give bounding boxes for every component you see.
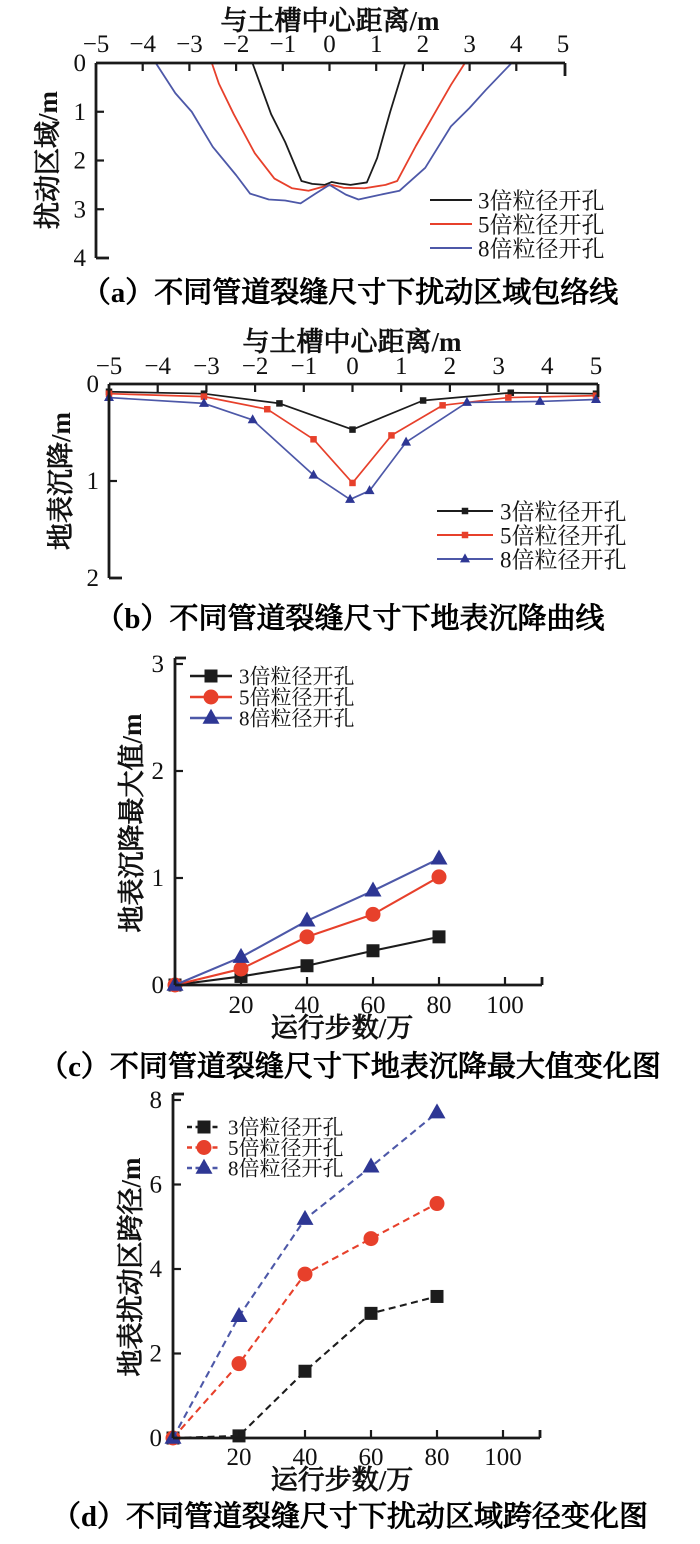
chart-d-y-tick-label: 6 <box>149 1171 162 1199</box>
chart-d-marker-circle <box>364 1231 379 1246</box>
chart-a-x-tick-label: 0 <box>323 31 336 58</box>
chart-b-marker-triangle <box>199 398 209 407</box>
chart-d-marker-triangle <box>297 1210 314 1225</box>
chart-c-y-tick-label: 0 <box>151 972 164 999</box>
chart-b-marker-square <box>276 400 283 407</box>
chart-a-x-tick-label: 4 <box>510 31 523 58</box>
chart-c-x-tick-label: 60 <box>360 992 386 1019</box>
chart-c-legend-label: 3倍粒径开孔 <box>239 664 355 689</box>
chart-b-legend-label: 5倍粒径开孔 <box>500 523 627 549</box>
chart-b-marker-square <box>349 480 356 487</box>
chart-c-legend-label: 5倍粒径开孔 <box>239 685 355 710</box>
caption-d: （d）不同管道裂缝尺寸下扰动区域跨径变化图 <box>51 1501 649 1533</box>
chart-d-x-axis-title: 运行步数/万 <box>270 1465 414 1495</box>
chart-d-marker-square <box>198 1121 211 1134</box>
chart-a-x-tick-label: −3 <box>176 31 203 58</box>
chart-a-x-axis-title: 与土槽中心距离/m <box>220 6 440 36</box>
chart-d-legend-label: 3倍粒径开孔 <box>228 1115 344 1140</box>
chart-a-y-tick-label: 0 <box>73 50 86 77</box>
chart-b-x-tick-label: 1 <box>394 353 408 380</box>
chart-a-x-tick-label: −4 <box>129 31 157 58</box>
chart-d-marker-square <box>365 1307 378 1320</box>
chart-a-y-tick-label: 2 <box>73 147 86 175</box>
chart-a-y-tick-label: 3 <box>73 196 86 224</box>
chart-d-y-axis-title: 地表扰动区跨径/m <box>116 1157 146 1377</box>
caption-c: （c）不同管道裂缝尺寸下地表沉降最大值变化图 <box>39 1051 661 1083</box>
chart-c-y-tick-label: 3 <box>151 651 164 678</box>
chart-b-x-tick-label: 5 <box>589 353 603 380</box>
chart-c-x-tick-label: 20 <box>228 992 254 1019</box>
chart-d-marker-triangle <box>363 1157 380 1172</box>
chart-a-x-tick-label: −5 <box>82 31 110 58</box>
chart-b-x-tick-label: −5 <box>95 353 123 380</box>
chart-c-marker-square <box>367 944 380 957</box>
chart-d-x-tick-label: 40 <box>292 1444 318 1471</box>
chart-d-marker-square <box>299 1365 312 1378</box>
chart-a-y-axis-title: 扰动区域/m <box>33 91 63 229</box>
chart-a-y-tick-label: 4 <box>73 245 86 272</box>
chart-b-marker-triangle <box>460 553 470 562</box>
chart-c-x-tick-label: 80 <box>426 992 452 1019</box>
chart-d-legend-label: 8倍粒径开孔 <box>228 1156 344 1181</box>
chart-d-x-tick-label: 100 <box>484 1444 522 1471</box>
chart-a-series-line-0 <box>252 63 405 185</box>
chart-c-x-tick-label: 100 <box>486 992 524 1019</box>
chart-a-series-line-1 <box>212 63 465 191</box>
chart-d-marker-triangle <box>196 1159 213 1174</box>
chart-d-marker-square <box>431 1290 444 1303</box>
chart-b-x-tick-label: 3 <box>492 353 505 380</box>
chart-d-marker-triangle <box>231 1307 248 1322</box>
chart-d-y-tick-label: 8 <box>149 1087 162 1114</box>
chart-c-y-tick-label: 1 <box>151 865 164 892</box>
chart-d-x-tick-label: 60 <box>358 1444 384 1471</box>
chart-b-marker-triangle <box>401 437 411 446</box>
chart-a-x-tick-label: 2 <box>416 31 430 58</box>
chart-c-legend-label: 8倍粒径开孔 <box>239 706 355 731</box>
chart-b-marker-square <box>388 432 395 439</box>
chart-b-series-line-1 <box>109 394 596 483</box>
chart-a-x-tick-label: −2 <box>222 31 250 58</box>
chart-d-series-line-1 <box>173 1204 437 1438</box>
chart-a-x-tick-label: 3 <box>463 31 476 58</box>
chart-c-marker-triangle <box>431 849 448 864</box>
chart-c-marker-circle <box>366 907 381 922</box>
chart-b-marker-square <box>439 402 446 409</box>
chart-c-marker-circle <box>300 929 315 944</box>
chart-b-x-tick-label: 2 <box>443 353 457 380</box>
chart-b-marker-square <box>462 532 469 539</box>
chart-d-y-tick-label: 0 <box>149 1425 162 1452</box>
chart-b-marker-square <box>310 436 317 443</box>
chart-b-x-tick-label: −2 <box>241 353 269 380</box>
chart-c-marker-triangle <box>233 948 250 963</box>
chart-c-x-axis-title: 运行步数/万 <box>270 1013 414 1043</box>
chart-b-x-tick-label: 0 <box>346 353 359 380</box>
chart-c-marker-circle <box>234 961 249 976</box>
chart-b-legend-label: 8倍粒径开孔 <box>500 547 627 573</box>
chart-b-marker-square <box>349 426 356 433</box>
chart-b-legend-label: 3倍粒径开孔 <box>500 499 627 525</box>
chart-b-y-axis-title: 地表沉降/m <box>46 412 76 550</box>
chart-c-marker-square <box>301 959 314 972</box>
chart-c-x-tick-label: 40 <box>294 992 320 1019</box>
chart-c-marker-square <box>433 930 446 943</box>
chart-a-y-tick-label: 1 <box>73 98 86 126</box>
chart-d-marker-circle <box>430 1196 445 1211</box>
caption-a: （a）不同管道裂缝尺寸下扰动区域包络线 <box>81 277 619 309</box>
chart-a-x-tick-label: 1 <box>369 31 383 58</box>
chart-a-legend-label: 3倍粒径开孔 <box>478 188 605 214</box>
chart-b-marker-square <box>505 394 512 401</box>
chart-b-x-axis-title: 与土槽中心距离/m <box>242 327 462 357</box>
chart-d-marker-triangle <box>429 1103 446 1118</box>
chart-c-y-tick-label: 2 <box>151 758 164 785</box>
chart-c-marker-triangle <box>203 709 220 724</box>
chart-b-y-tick-label: 1 <box>86 468 99 495</box>
caption-b: （b）不同管道裂缝尺寸下地表沉降曲线 <box>95 603 605 635</box>
chart-b-x-tick-label: −3 <box>193 353 220 380</box>
chart-d-marker-circle <box>197 1140 212 1155</box>
chart-b-y-tick-label: 0 <box>86 371 99 398</box>
chart-a-legend-label: 5倍粒径开孔 <box>478 212 605 238</box>
chart-d-y-tick-label: 4 <box>149 1256 162 1283</box>
chart-d-x-tick-label: 80 <box>424 1444 450 1471</box>
chart-d-legend-label: 5倍粒径开孔 <box>228 1136 344 1161</box>
chart-c-y-axis-title: 地表沉降最大值/m <box>117 713 147 933</box>
chart-b-x-tick-label: −1 <box>290 353 318 380</box>
chart-d-marker-circle <box>232 1356 247 1371</box>
chart-c-marker-circle <box>432 869 447 884</box>
chart-b-x-tick-label: 4 <box>541 353 554 380</box>
chart-b-marker-square <box>264 406 271 413</box>
chart-c-marker-circle <box>204 690 219 705</box>
chart-a-x-tick-label: −1 <box>269 31 297 58</box>
chart-b-marker-square <box>420 397 427 404</box>
chart-b-x-tick-label: −4 <box>144 353 172 380</box>
chart-a-legend-label: 8倍粒径开孔 <box>478 236 605 262</box>
chart-b-marker-square <box>462 508 469 515</box>
chart-d-marker-circle <box>298 1267 313 1282</box>
chart-d-y-tick-label: 2 <box>149 1340 162 1368</box>
chart-b-y-tick-label: 2 <box>86 565 99 592</box>
chart-c-marker-square <box>205 670 218 683</box>
chart-a-x-tick-label: 5 <box>556 31 570 58</box>
chart-d-x-tick-label: 20 <box>226 1444 252 1471</box>
